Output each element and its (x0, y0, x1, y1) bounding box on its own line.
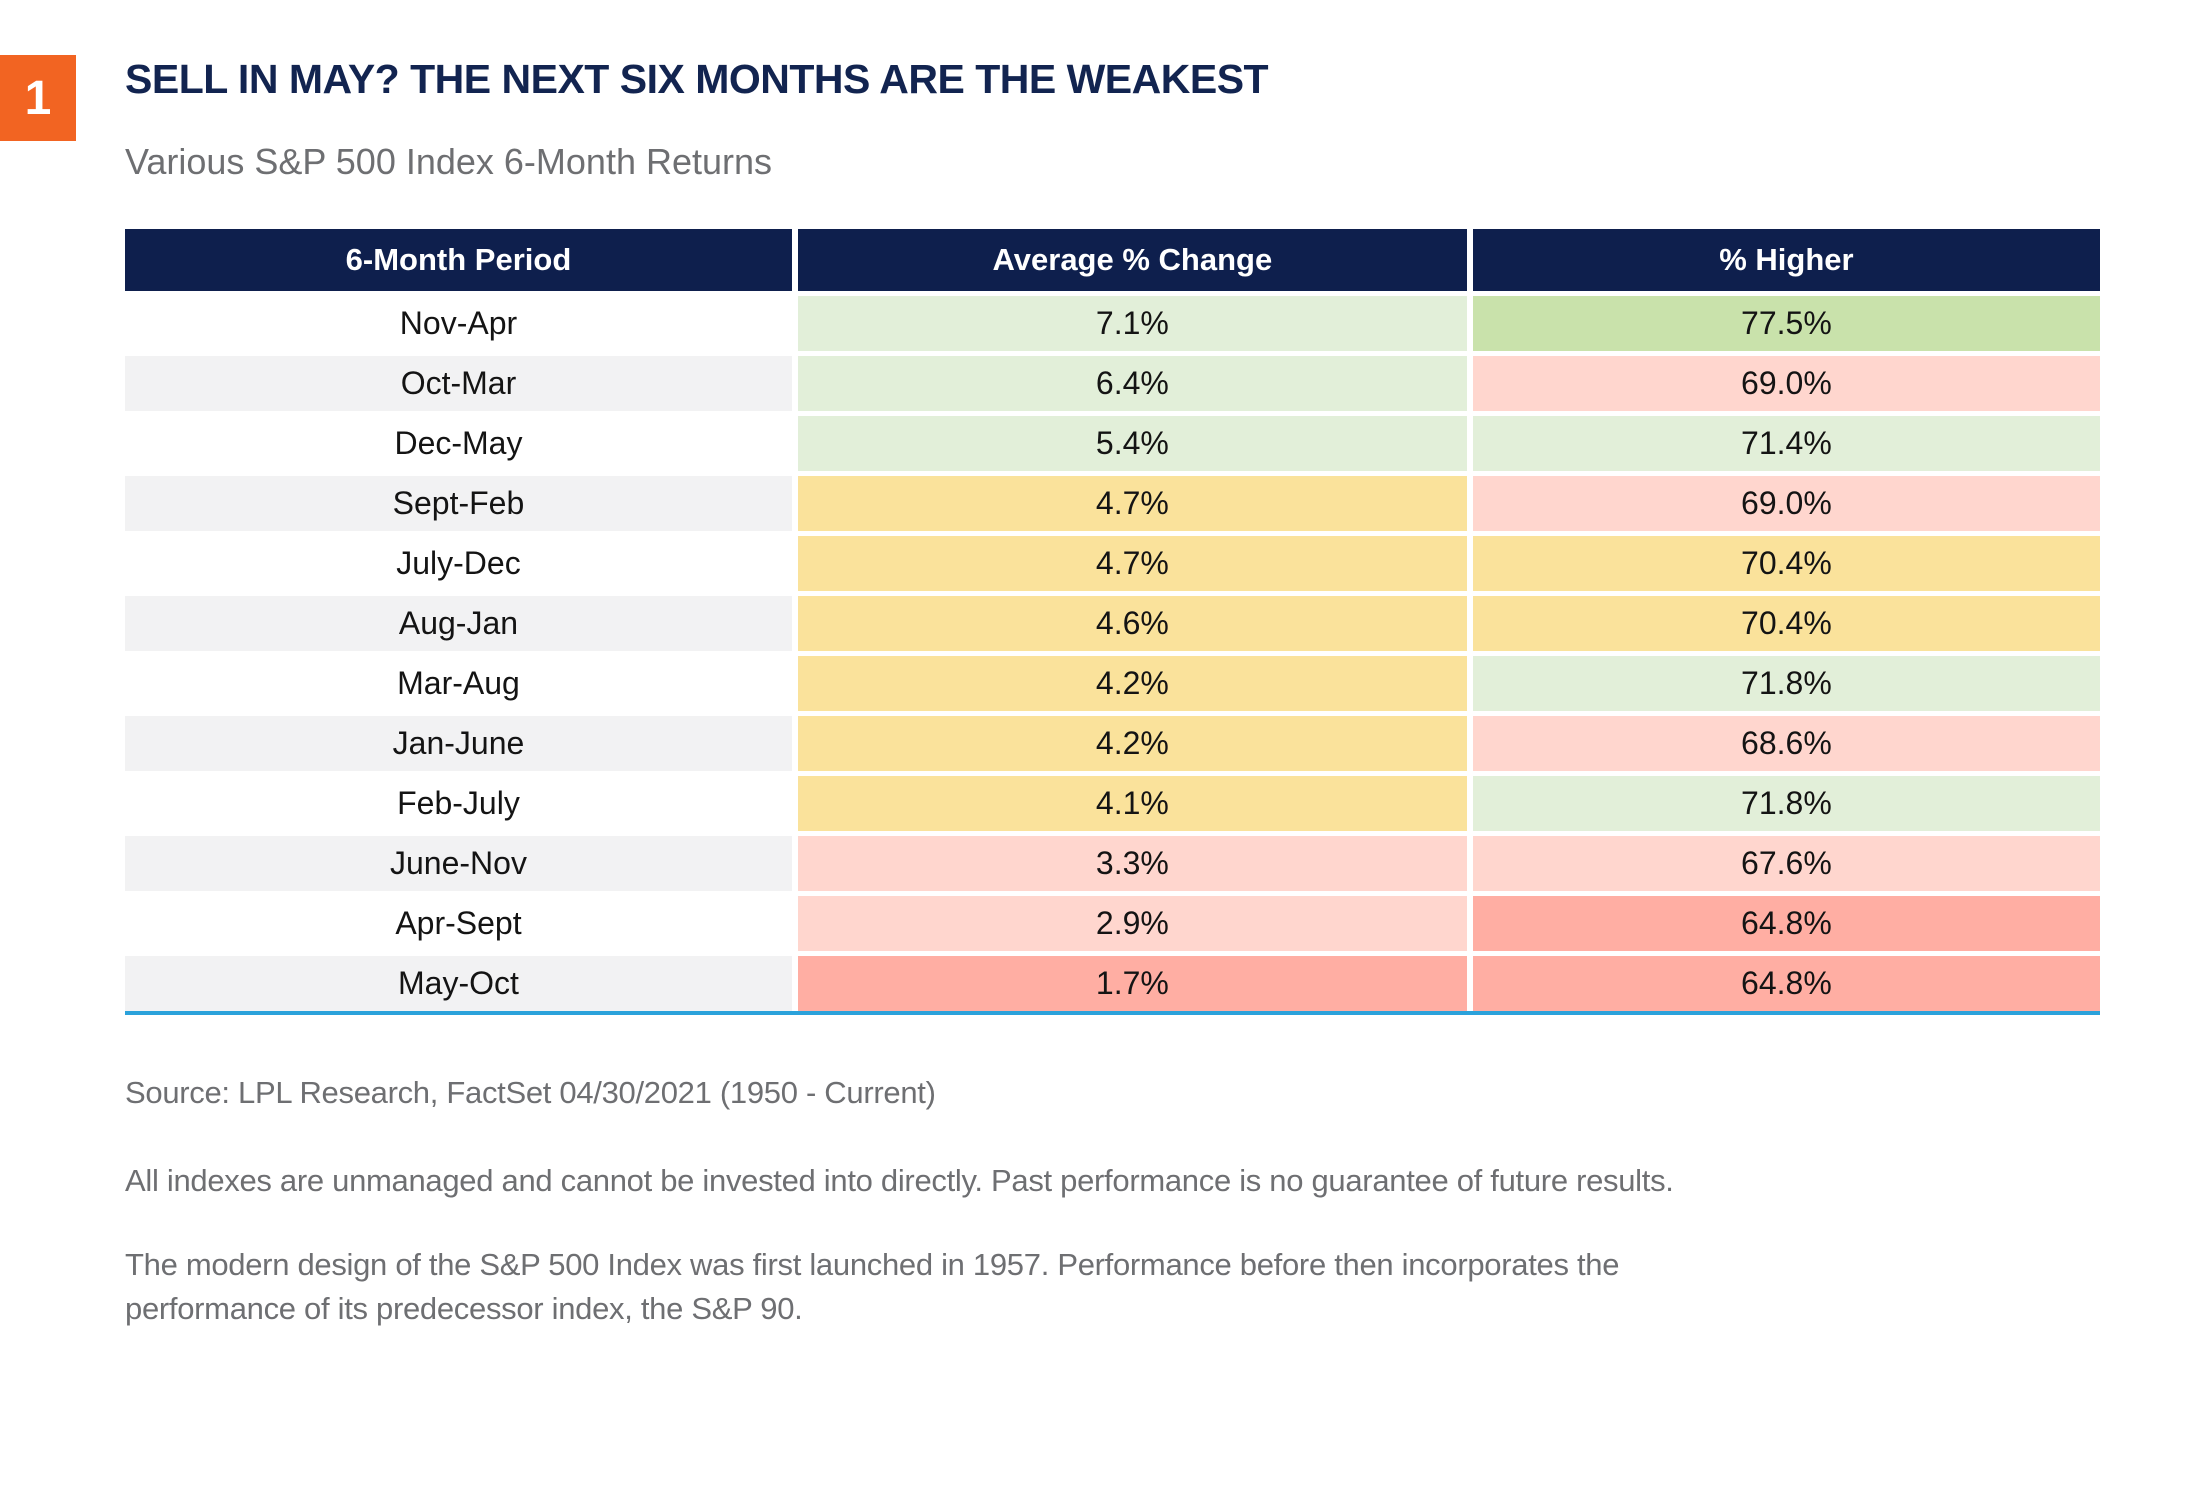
pct-higher-cell: 71.4% (1473, 416, 2100, 471)
column-header-period: 6-Month Period (125, 229, 792, 291)
pct-higher-cell: 70.4% (1473, 596, 2100, 651)
returns-table (125, 229, 2100, 1015)
period-cell: Feb-July (125, 776, 792, 831)
period-cell: July-Dec (125, 536, 792, 591)
figure-number-badge (0, 55, 76, 141)
avg-change-cell: 7.1% (798, 296, 1467, 351)
period-cell: May-Oct (125, 956, 792, 1011)
avg-change-cell: 1.7% (798, 956, 1467, 1011)
pct-higher-cell: 64.8% (1473, 956, 2100, 1011)
pct-higher-cell: 68.6% (1473, 716, 2100, 771)
avg-change-cell: 2.9% (798, 896, 1467, 951)
figure-number: 1 (24, 71, 52, 125)
chart-subtitle: Various S&P 500 Index 6-Month Returns (125, 141, 773, 183)
avg-change-cell: 6.4% (798, 356, 1467, 411)
avg-change-cell: 4.2% (798, 716, 1467, 771)
pct-higher-cell: 69.0% (1473, 356, 2100, 411)
avg-change-cell: 4.7% (798, 536, 1467, 591)
period-cell: Dec-May (125, 416, 792, 471)
period-cell: Jan-June (125, 716, 792, 771)
period-cell: Oct-Mar (125, 356, 792, 411)
avg-change-cell: 5.4% (798, 416, 1467, 471)
column-header-pct-higher: % Higher (1473, 229, 2100, 291)
column-header-avg-change: Average % Change (798, 229, 1467, 291)
period-cell: Sept-Feb (125, 476, 792, 531)
pct-higher-cell: 70.4% (1473, 536, 2100, 591)
avg-change-cell: 4.6% (798, 596, 1467, 651)
pct-higher-cell: 71.8% (1473, 656, 2100, 711)
avg-change-cell: 4.2% (798, 656, 1467, 711)
avg-change-cell: 4.1% (798, 776, 1467, 831)
pct-higher-cell: 64.8% (1473, 896, 2100, 951)
pct-higher-cell: 67.6% (1473, 836, 2100, 891)
disclaimer-text-1: All indexes are unmanaged and cannot be invested into directly. Past performance is no guarantee of future results. (125, 1162, 1674, 1198)
disclaimer-2-line-1: The modern design of the S&P 500 Index was first launched in 1957. Performance before then incorporates the (125, 1246, 1620, 1282)
period-cell: Apr-Sept (125, 896, 792, 951)
disclaimer-text-2 (125, 1243, 2100, 1331)
period-cell: Mar-Aug (125, 656, 792, 711)
disclaimer-2-line-2: performance of its predecessor index, the S&P 90. (125, 1290, 803, 1326)
pct-higher-cell: 71.8% (1473, 776, 2100, 831)
figure-content (125, 0, 2100, 1331)
avg-change-cell: 3.3% (798, 836, 1467, 891)
pct-higher-cell: 77.5% (1473, 296, 2100, 351)
chart-title: SELL IN MAY? THE NEXT SIX MONTHS ARE THE WEAKEST (125, 56, 1269, 102)
source-note: Source: LPL Research, FactSet 04/30/2021 (1950 - Current) (125, 1074, 936, 1110)
pct-higher-cell: 69.0% (1473, 476, 2100, 531)
period-cell: Aug-Jan (125, 596, 792, 651)
avg-change-cell: 4.7% (798, 476, 1467, 531)
period-cell: Nov-Apr (125, 296, 792, 351)
period-cell: June-Nov (125, 836, 792, 891)
